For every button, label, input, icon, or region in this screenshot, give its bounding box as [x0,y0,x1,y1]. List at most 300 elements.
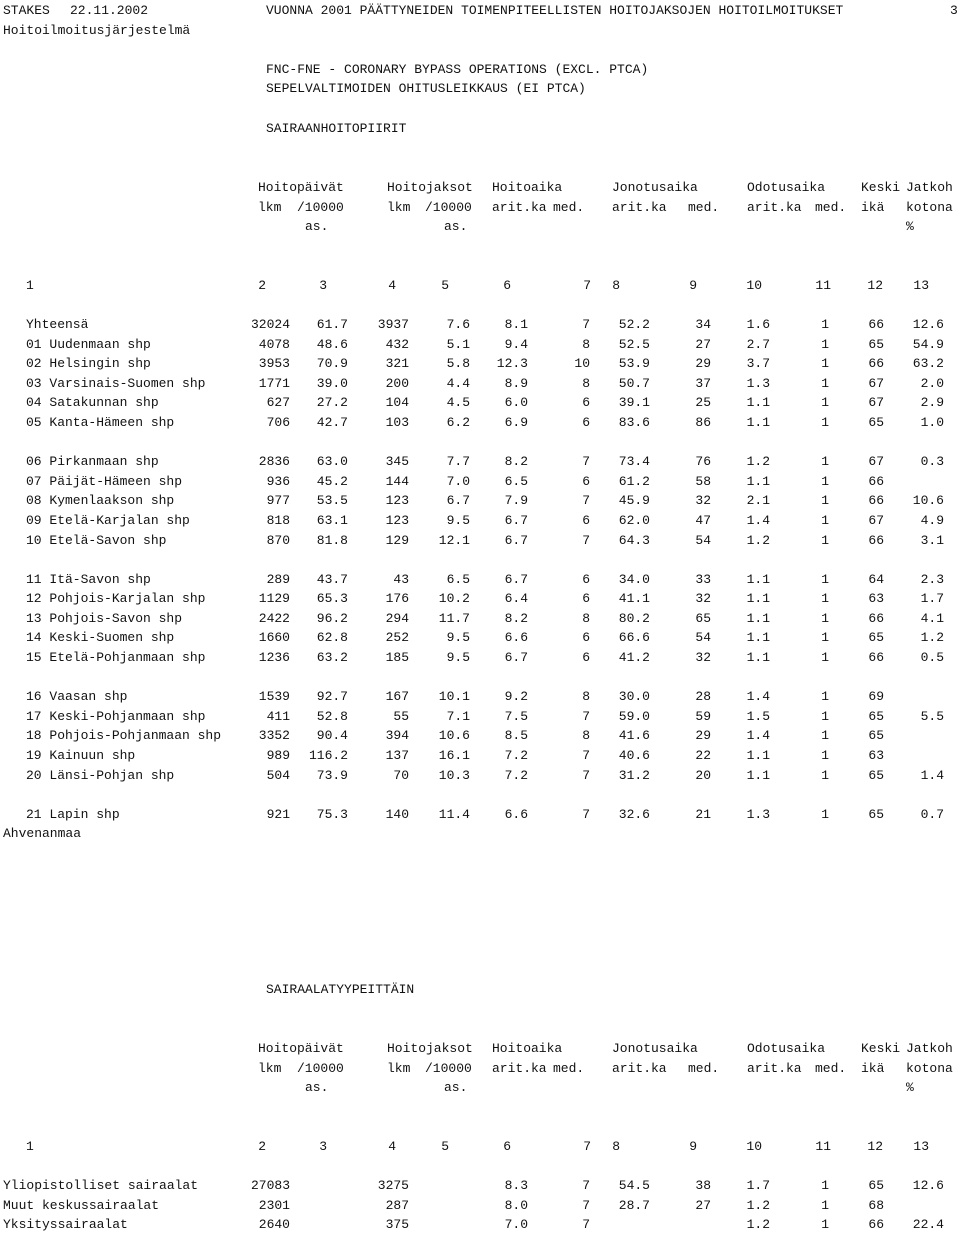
regions-subheader-6: med. [553,200,585,215]
types-header-7: Jatkoh [906,1041,953,1056]
region-cell: 21 [695,806,711,822]
region-cell: 90.4 [316,728,348,744]
region-cell: 8.5 [504,728,528,744]
region-cell: 6 [582,630,590,646]
procedure-name: SEPELVALTIMOIDEN OHITUSLEIKKAUS (EI PTCA) [266,81,586,96]
types-subheader-7: arit.ka [612,1061,667,1076]
regions-colnum-8: 8 [612,278,620,293]
region-cell: 4.1 [920,610,944,626]
regions-colnum-1: 1 [26,278,34,293]
region-cell: 1 [821,571,829,587]
region-cell: 2.9 [920,395,944,411]
regions-subheader-11: ikä [861,200,885,215]
regions-colnum-10: 10 [746,278,762,293]
region-cell: 104 [385,395,409,411]
region-cell: 7.6 [446,317,470,332]
region-cell: 64 [868,571,884,587]
region-cell: 10.6 [912,493,944,509]
region-cell: 0.7 [920,806,944,822]
region-cell: 7 [582,708,590,724]
region-cell: 65 [868,708,884,724]
hospital-type-cell: 27 [695,1197,711,1213]
region-cell: 32 [695,650,711,665]
region-cell: 59.0 [618,708,650,724]
region-cell: 1 [821,747,829,763]
region-cell: 294 [385,610,409,626]
types-colnum-3: 3 [319,1139,327,1154]
region-cell: 22 [695,747,711,763]
hospital-type-cell: 1.2 [746,1197,770,1213]
region-cell: 1 [821,336,829,352]
types-subheader-10: med. [815,1061,847,1076]
region-cell: 6 [582,512,590,528]
region-cell: 66 [868,493,884,509]
region-cell: 1.2 [920,630,944,646]
region-row-label: 01 Uudenmaan shp [26,336,151,352]
regions-subheader-12: kotona [906,200,953,215]
region-cell: 59 [695,708,711,724]
regions-colnum-2: 2 [258,278,266,293]
region-cell: 65 [695,610,711,626]
region-cell: 921 [266,806,290,822]
region-cell: 41.1 [618,591,650,607]
region-cell: 167 [385,689,409,705]
hospital-type-label: Muut keskussairaalat [3,1197,160,1213]
hospital-type-cell: 27083 [250,1178,290,1193]
region-cell: 6.2 [446,415,470,430]
region-cell: 63.2 [912,356,944,372]
region-cell: 66 [868,317,884,332]
hospital-type-cell: 1 [821,1217,829,1233]
region-cell: 7 [582,454,590,470]
region-cell: 1 [821,708,829,724]
region-cell: 1.2 [746,532,770,548]
region-cell: 137 [385,747,409,763]
region-cell: 34.0 [618,571,650,587]
region-cell: 870 [266,532,290,548]
region-row-label: 12 Pohjois-Karjalan shp [26,591,206,607]
types-colnum-10: 10 [746,1139,762,1154]
region-cell: 1.1 [746,395,770,411]
region-cell: 6.7 [504,532,528,548]
regions-header-7: Jatkoh [906,180,953,195]
region-cell: 37 [695,375,711,391]
region-cell: 7.2 [504,747,528,763]
regions-header-6: Keski [861,180,901,195]
types-subheader-1: lkm [258,1061,282,1076]
region-cell: 1 [821,630,829,646]
region-cell: 1.1 [746,473,770,489]
region-cell: 123 [385,512,409,528]
region-cell: 39.0 [316,375,348,391]
region-cell: 1 [821,728,829,744]
region-cell: 7 [582,532,590,548]
region-cell: 1.3 [746,375,770,391]
region-cell: 6 [582,591,590,607]
hospital-type-cell: 22.4 [912,1217,944,1233]
report-date: 22.11.2002 [70,3,149,18]
region-cell: 20 [695,767,711,783]
hospital-type-cell: 287 [385,1197,409,1213]
hospital-type-cell: 2640 [258,1217,290,1233]
hospital-type-label: Yliopistolliset sairaalat [3,1178,199,1193]
region-cell: 1 [821,317,829,332]
region-cell: 1 [821,415,829,430]
region-row-label: Yhteensä [26,317,89,332]
region-cell: 6.6 [504,806,528,822]
region-cell: 7.2 [504,767,528,783]
region-cell: 48.6 [316,336,348,352]
region-cell: 8.2 [504,454,528,470]
regions-colnum-13: 13 [913,278,929,293]
region-cell: 69 [868,689,884,705]
region-cell: 7.5 [504,708,528,724]
region-cell: 1.1 [746,767,770,783]
region-cell: 252 [385,630,409,646]
region-cell: 32.6 [618,806,650,822]
region-cell: 10.1 [438,689,470,705]
region-cell: 25 [695,395,711,411]
region-row-label: 20 Länsi-Pohjan shp [26,767,175,783]
region-cell: 8 [582,610,590,626]
region-row-label: 08 Kymenlaakson shp [26,493,175,509]
region-cell: 42.7 [316,415,348,430]
region-cell: 10.2 [438,591,470,607]
region-cell: 7.1 [446,708,470,724]
region-cell: 52.2 [618,317,650,332]
region-cell: 116.2 [308,747,348,763]
regions-subheader-4: /10000 [425,200,472,215]
region-cell: 70.9 [316,356,348,372]
region-cell: 321 [385,356,409,372]
region-cell: 47 [695,512,711,528]
types-unit-1: as. [305,1080,329,1095]
region-cell: 73.4 [618,454,650,470]
region-cell: 3937 [377,317,409,332]
region-cell: 7.7 [446,454,470,470]
region-cell: 64.3 [618,532,650,548]
region-cell: 92.7 [316,689,348,705]
region-cell: 8 [582,336,590,352]
region-cell: 6 [582,395,590,411]
region-cell: 67 [868,512,884,528]
region-cell: 27.2 [316,395,348,411]
region-cell: 66 [868,532,884,548]
region-cell: 30.0 [618,689,650,705]
region-cell: 40.6 [618,747,650,763]
region-cell: 81.8 [316,532,348,548]
types-colnum-1: 1 [26,1139,34,1154]
types-header-6: Keski [861,1041,901,1056]
region-cell: 6.7 [504,512,528,528]
region-cell: 67 [868,454,884,470]
regions-unit-3: % [906,219,914,234]
region-cell: 12.1 [438,532,470,548]
region-cell: 61.2 [618,473,650,489]
regions-colnum-9: 9 [689,278,697,293]
regions-colnum-12: 12 [867,278,883,293]
region-cell: 41.6 [618,728,650,744]
hospital-type-label: Yksityssairaalat [3,1217,128,1233]
region-cell: 706 [266,415,290,430]
region-cell: 43.7 [316,571,348,587]
regions-subheader-3: lkm [387,200,411,215]
types-colnum-13: 13 [913,1139,929,1154]
types-header-4: Jonotusaika [612,1041,698,1056]
region-cell: 83.6 [618,415,650,430]
hospital-type-cell: 66 [868,1217,884,1233]
region-cell: 1 [821,650,829,665]
types-colnum-8: 8 [612,1139,620,1154]
types-colnum-9: 9 [689,1139,697,1154]
region-cell: 62.8 [316,630,348,646]
region-cell: 65.3 [316,591,348,607]
region-cell: 2.1 [746,493,770,509]
region-cell: 185 [385,650,409,665]
regions-colnum-3: 3 [319,278,327,293]
region-cell: 1.4 [746,689,770,705]
region-cell: 1236 [258,650,290,665]
regions-header-1: Hoitopäivät [258,180,344,195]
hospital-type-cell: 2301 [258,1197,290,1213]
region-cell: 2.7 [746,336,770,352]
region-cell: 45.2 [316,473,348,489]
region-row-label: 21 Lapin shp [26,806,120,822]
region-cell: 67 [868,375,884,391]
region-cell: 1.7 [920,591,944,607]
region-row-label: 10 Etelä-Savon shp [26,532,167,548]
types-colnum-2: 2 [258,1139,266,1154]
regions-unit-2: as. [444,219,468,234]
hospital-type-cell: 7.0 [504,1217,528,1233]
region-cell: 66 [868,650,884,665]
region-cell: 1 [821,512,829,528]
region-cell: 8.2 [504,610,528,626]
region-cell: 504 [266,767,290,783]
regions-colnum-6: 6 [503,278,511,293]
region-cell: 123 [385,493,409,509]
region-cell: 4.5 [446,395,470,411]
region-row-label: 14 Keski-Suomen shp [26,630,175,646]
region-cell: 4.9 [920,512,944,528]
region-cell: 11.4 [438,806,470,822]
section-title-regions: SAIRAANHOITOPIIRIT [266,121,407,136]
region-cell: 6 [582,571,590,587]
hospital-type-cell: 8.3 [504,1178,528,1193]
types-subheader-3: lkm [387,1061,411,1076]
region-cell: 3.1 [920,532,944,548]
types-header-5: Odotusaika [747,1041,826,1056]
region-cell: 12.6 [912,317,944,332]
region-cell: 3352 [258,728,290,744]
region-cell: 86 [695,415,711,430]
region-cell: 6.6 [504,630,528,646]
region-cell: 7.9 [504,493,528,509]
region-cell: 80.2 [618,610,650,626]
region-cell: 0.5 [920,650,944,665]
region-cell: 4078 [258,336,290,352]
region-cell: 1 [821,375,829,391]
region-cell: 62.0 [618,512,650,528]
region-cell: 39.1 [618,395,650,411]
region-cell: 1 [821,767,829,783]
region-cell: 32 [695,591,711,607]
region-cell: 6.5 [446,571,470,587]
hospital-type-cell: 7 [582,1217,590,1233]
region-cell: 43 [393,571,409,587]
region-cell: 32 [695,493,711,509]
region-cell: 55 [393,708,409,724]
region-cell: 1.1 [746,591,770,607]
region-row-label: 15 Etelä-Pohjanmaan shp [26,650,206,665]
regions-subheader-8: med. [688,200,720,215]
region-row-label: 05 Kanta-Hämeen shp [26,415,175,430]
region-cell: 27 [695,336,711,352]
region-cell: 52.8 [316,708,348,724]
region-cell: 818 [266,512,290,528]
region-cell: 53.5 [316,493,348,509]
region-cell: 63.2 [316,650,348,665]
regions-header-3: Hoitoaika [492,180,563,195]
region-row-label: 06 Pirkanmaan shp [26,454,159,470]
region-cell: 96.2 [316,610,348,626]
region-cell: 1 [821,454,829,470]
region-row-label: 18 Pohjois-Pohjanmaan shp [26,728,222,744]
region-cell: 9.5 [446,630,470,646]
regions-subheader-7: arit.ka [612,200,667,215]
region-cell: 936 [266,473,290,489]
region-cell: 176 [385,591,409,607]
region-cell: 4.4 [446,375,470,391]
hospital-type-cell: 65 [868,1178,884,1193]
types-colnum-7: 7 [583,1139,591,1154]
region-cell: 8.1 [504,317,528,332]
procedure-code: FNC-FNE - CORONARY BYPASS OPERATIONS (EXCL. PTCA) [266,62,649,77]
hospital-type-cell: 8.0 [504,1197,528,1213]
region-cell: 140 [385,806,409,822]
types-header-2: Hoitojaksot [387,1041,473,1056]
region-cell: 1 [821,591,829,607]
region-row-label: 11 Itä-Savon shp [26,571,151,587]
region-cell: 289 [266,571,290,587]
regions-header-4: Jonotusaika [612,180,698,195]
region-cell: 3953 [258,356,290,372]
region-cell: 1.1 [746,571,770,587]
region-cell: 1.4 [746,512,770,528]
region-cell: 1 [821,473,829,489]
regions-colnum-5: 5 [441,278,449,293]
region-cell: 6.7 [446,493,470,509]
region-cell: 16.1 [438,747,470,763]
region-cell: 7.0 [446,473,470,489]
region-cell: 6 [582,650,590,665]
region-cell: 66 [868,473,884,489]
types-header-3: Hoitoaika [492,1041,563,1056]
region-cell: 2422 [258,610,290,626]
types-subheader-11: ikä [861,1061,885,1076]
region-cell: 3.7 [746,356,770,372]
region-cell: 65 [868,336,884,352]
region-cell: 394 [385,728,409,744]
org-name: STAKES [3,3,50,18]
region-cell: 33 [695,571,711,587]
region-cell: 0.3 [920,454,944,470]
region-cell: 5.8 [446,356,470,372]
region-row-label: 09 Etelä-Karjalan shp [26,512,190,528]
hospital-type-cell: 1 [821,1178,829,1193]
region-cell: 1660 [258,630,290,646]
regions-subheader-5: arit.ka [492,200,547,215]
region-cell: 1129 [258,591,290,607]
region-row-label: 19 Kainuun shp [26,747,136,763]
region-cell: 70 [393,767,409,783]
regions-subheader-2: /10000 [297,200,344,215]
types-colnum-5: 5 [441,1139,449,1154]
region-cell: 1 [821,395,829,411]
regions-colnum-7: 7 [583,278,591,293]
hospital-type-cell: 375 [385,1217,409,1233]
hospital-type-cell: 1 [821,1197,829,1213]
region-cell: 29 [695,356,711,372]
region-cell: 63.1 [316,512,348,528]
regions-subheader-1: lkm [258,200,282,215]
region-cell: 7 [582,493,590,509]
region-cell: 1.6 [746,317,770,332]
region-cell: 6.4 [504,591,528,607]
types-colnum-12: 12 [867,1139,883,1154]
region-cell: 1.5 [746,708,770,724]
region-cell: 63 [868,591,884,607]
region-row-label: 03 Varsinais-Suomen shp [26,375,206,391]
types-subheader-4: /10000 [425,1061,472,1076]
types-subheader-6: med. [553,1061,585,1076]
hospital-type-cell: 1.2 [746,1217,770,1233]
types-subheader-8: med. [688,1061,720,1076]
region-cell: 2.0 [920,375,944,391]
types-colnum-4: 4 [388,1139,396,1154]
types-colnum-11: 11 [815,1139,831,1154]
region-cell: 1.2 [746,454,770,470]
region-cell: 54.9 [912,336,944,352]
region-cell: 1539 [258,689,290,705]
region-cell: 9.5 [446,512,470,528]
region-cell: 8 [582,375,590,391]
region-cell: 989 [266,747,290,763]
regions-colnum-11: 11 [815,278,831,293]
region-cell: 345 [385,454,409,470]
regions-subheader-10: med. [815,200,847,215]
hospital-type-cell: 3275 [377,1178,409,1193]
types-subheader-5: arit.ka [492,1061,547,1076]
region-row-label: 02 Helsingin shp [26,356,151,372]
region-cell: 1 [821,493,829,509]
region-cell: 58 [695,473,711,489]
region-cell: 76 [695,454,711,470]
region-cell: 6.0 [504,395,528,411]
types-subheader-2: /10000 [297,1061,344,1076]
hospital-type-cell: 7 [582,1178,590,1193]
region-cell: 45.9 [618,493,650,509]
region-cell: 10.3 [438,767,470,783]
region-cell: 1 [821,689,829,705]
types-header-1: Hoitopäivät [258,1041,344,1056]
regions-colnum-4: 4 [388,278,396,293]
region-cell: 6 [582,415,590,430]
region-cell: 66 [868,610,884,626]
region-cell: 53.9 [618,356,650,372]
region-cell: 54 [695,630,711,646]
region-cell: 9.4 [504,336,528,352]
